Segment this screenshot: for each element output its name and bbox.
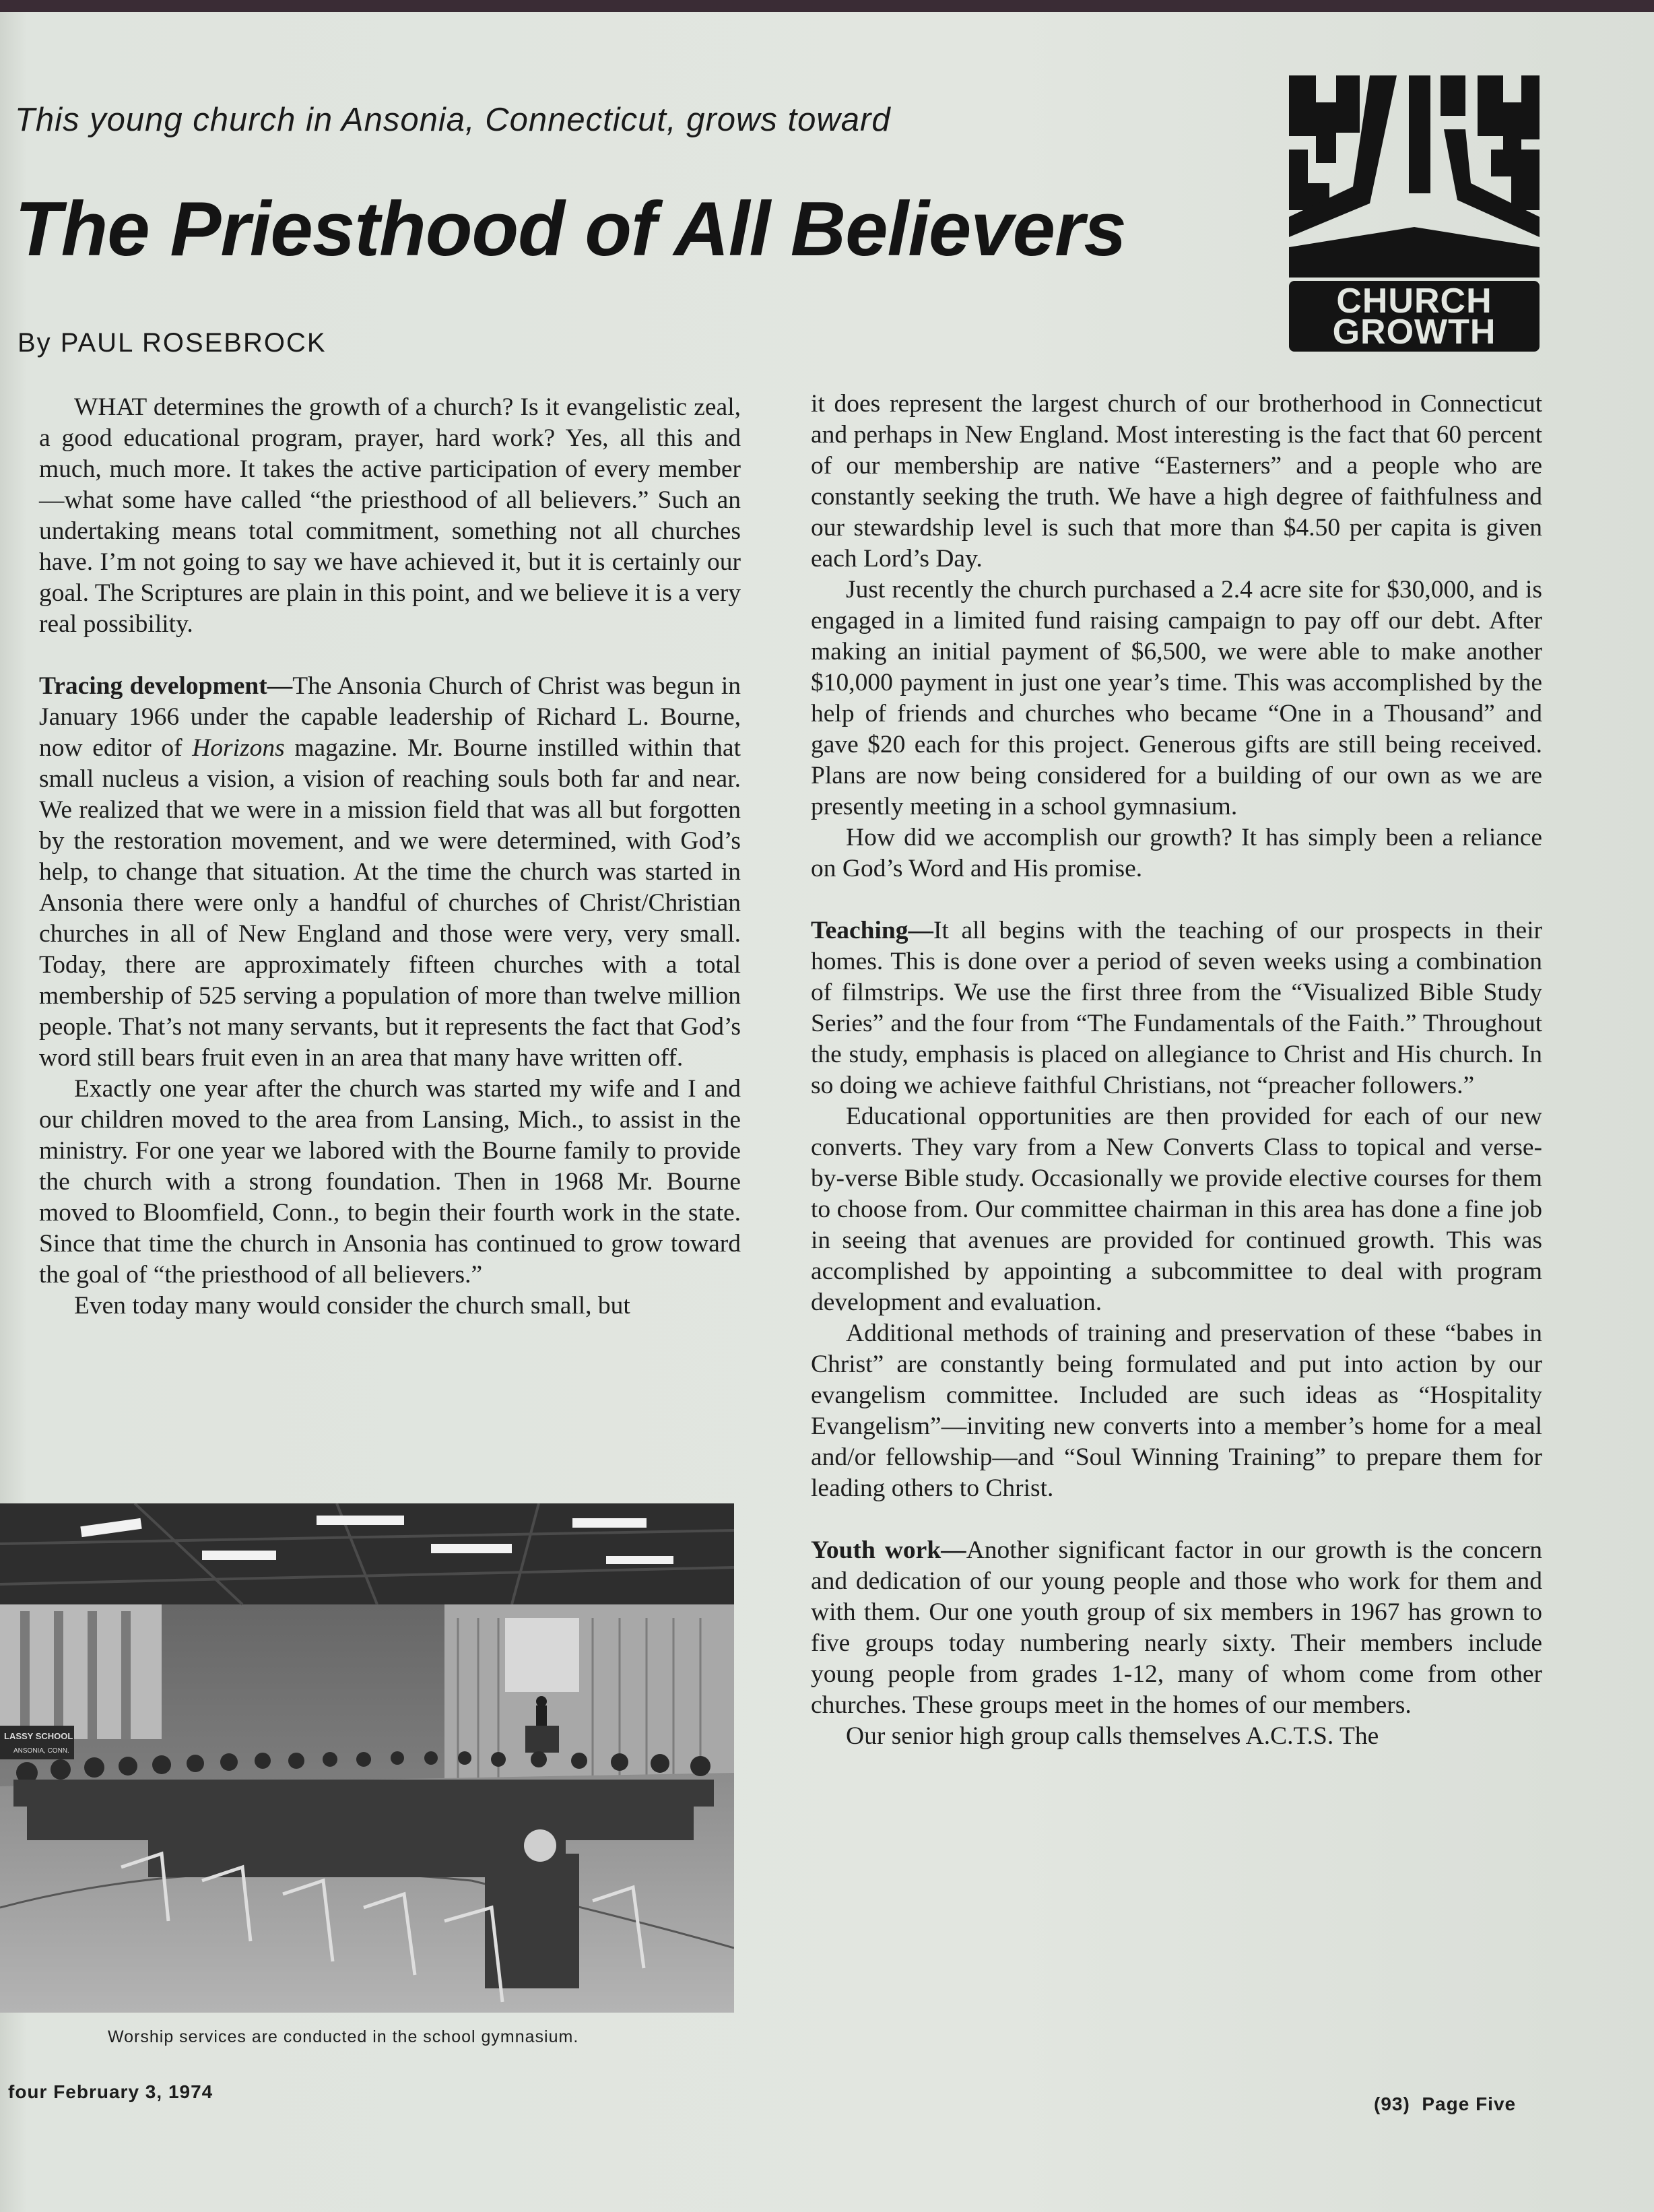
footer-date: four February 3, 1974	[8, 2081, 213, 2102]
paragraph-text: It all begins with the teaching of our prospects in their homes. This is done over a period of seven weeks using a combination of filmstrips. We use the first three from the “Visualized Bible Study Series” and the four from “The Fundamentals of the Faith.” Throughout the study, emphasis is placed on allegiance to Christ and His church. In so doing we achieve faithful Christians, not “preacher followers.”	[811, 917, 1542, 1099]
paragraph: Just recently the church purchased a 2.4 acre site for $30,000, and is engaged in a limited fund raising campaign to pay off our debt. After making an initial payment of $6,500, we were able to make another $10,000 payment in just one year’s time. This was accomplished by the help of friends and churches who became “One in a Thousand” and gave $20 each for this project. Generous gifts are still being received. Plans are now being considered for a building of our own as we are presently meeting in a school gymnasium.	[811, 576, 1542, 820]
paragraph: Educational opportunities are then provided for each of our new converts. They vary from a New Converts Class to topical and verse-by-verse Bible study. Occasionally we provide elective courses for them to choose from. Our committee chairman in this area has done a fine job in seeing that avenues are provided for continued growth. This was accomplished by appointing a subcommittee to deal with program development and evaluation.	[811, 1103, 1542, 1316]
paragraph-text: Another significant factor in our growth is the concern and dedication of our young people and those who work for them and with them. Our one youth group of six members in 1967 has grown to five groups today numbering nearly sixty. Their members include young people from grades 1-12, many of whom come from other churches. These groups meet in the homes of our members.	[811, 1536, 1542, 1719]
church-growth-logo	[1289, 75, 1540, 352]
magazine-name: Horizons	[192, 734, 285, 762]
section-heading-tracing: Tracing development—	[39, 672, 293, 700]
paragraph-text: The Ansonia Church of Christ was begun in January 1966 under the capable leadership of Richard L. Bourne, now editor of	[39, 672, 741, 762]
footer-issue-page: (93)	[1374, 2093, 1410, 2114]
section-heading-teaching: Teaching—	[811, 917, 933, 944]
paragraph: Additional methods of training and preservation of these “babes in Christ” are constantly being formulated and put into action by our evangelism committee. Included are such ideas as “Hospitality Evangelism”—inviting new converts into a member’s home for a meal and/or fellowship—and “Soul Winning Training” to prepare them for leading others to Christ.	[811, 1320, 1542, 1502]
article-byline: By PAUL ROSEBROCK	[18, 328, 327, 358]
article-kicker: This young church in Ansonia, Connecticut, grows toward	[15, 102, 891, 138]
article-column-right	[811, 389, 1542, 1752]
photo-caption: Worship services are conducted in the school gymnasium.	[108, 2027, 579, 2046]
page-top-edge	[0, 0, 1654, 12]
paragraph-teaching	[811, 915, 1542, 1101]
article-column-left	[39, 392, 741, 1322]
paragraph: Exactly one year after the church was started my wife and I and our children moved to the area from Lansing, Mich., to assist in the ministry. For one year we labored with the Bourne family to provide the church with a strong foundation. Then in 1968 Mr. Bourne moved to Bloomfield, Conn., to begin their fourth work in the state. Since that time the church in Ansonia has continued to grow toward the goal of “the priesthood of all believers.”	[39, 1075, 741, 1289]
paragraph-youth-work	[811, 1535, 1542, 1721]
article-title: The Priesthood of All Believers	[15, 187, 1126, 272]
paragraph: Even today many would consider the church small, but	[74, 1292, 630, 1320]
footer-page-number	[1374, 2093, 1516, 2115]
paragraph-tracing-development	[39, 671, 741, 1074]
logo-text	[1289, 282, 1540, 352]
paragraph: Our senior high group calls themselves A.C.T.S. The	[846, 1722, 1379, 1750]
logo-line-church: CHURCH	[1336, 282, 1492, 321]
paragraph: WHAT determines the growth of a church? Is it evangelistic zeal, a good educational program, prayer, hard work? Yes, all this and much, much more. It takes the active participation of every member—what some have called “the priesthood of all believers.” Such an undertaking means total commitment, something not all churches have. I’m not going to say we have achieved it, but it is certainly our goal. The Scriptures are plain in this point, and we believe it is a very real possibility.	[39, 393, 741, 638]
footer-page-label: Page Five	[1422, 2093, 1517, 2114]
school-sign-line1: LASSY SCHOOL	[4, 1731, 73, 1741]
logo-line-growth: GROWTH	[1332, 313, 1496, 352]
section-heading-youth-work: Youth work—	[811, 1536, 966, 1564]
logo-graphic-icon	[1289, 75, 1540, 278]
paragraph-text: magazine. Mr. Bourne instilled within that small nucleus a vision, a vision of reaching souls both far and near. We realized that we were in a mission field that was all but forgotten by the restoration movement, and we were determined, with God’s help, to change that situation. At the time the church was started in Ansonia there were only a handful of churches of Christ/Christian churches in all of New England and those were very, very small. Today, there are approximately fifteen churches with a total membership of 525 serving a population of more than twelve million people. That’s not many servants, but it represents the fact that God’s word still bears fruit even in an area that many have written off.	[39, 734, 741, 1072]
paragraph: How did we accomplish our growth? It has simply been a reliance on God’s Word and His promise.	[811, 824, 1542, 882]
school-sign-line2: ANSONIA, CONN.	[13, 1747, 69, 1755]
gymnasium-photo	[0, 1503, 734, 2013]
paragraph: it does represent the largest church of our brotherhood in Connecticut and perhaps in New England. Most interesting is the fact that 60 percent of our membership are native “Easterners” and a people who are constantly seeking the truth. We have a high degree of faithfulness and our stewardship level is such that more than $4.50 per capita is given each Lord’s Day.	[811, 390, 1542, 573]
